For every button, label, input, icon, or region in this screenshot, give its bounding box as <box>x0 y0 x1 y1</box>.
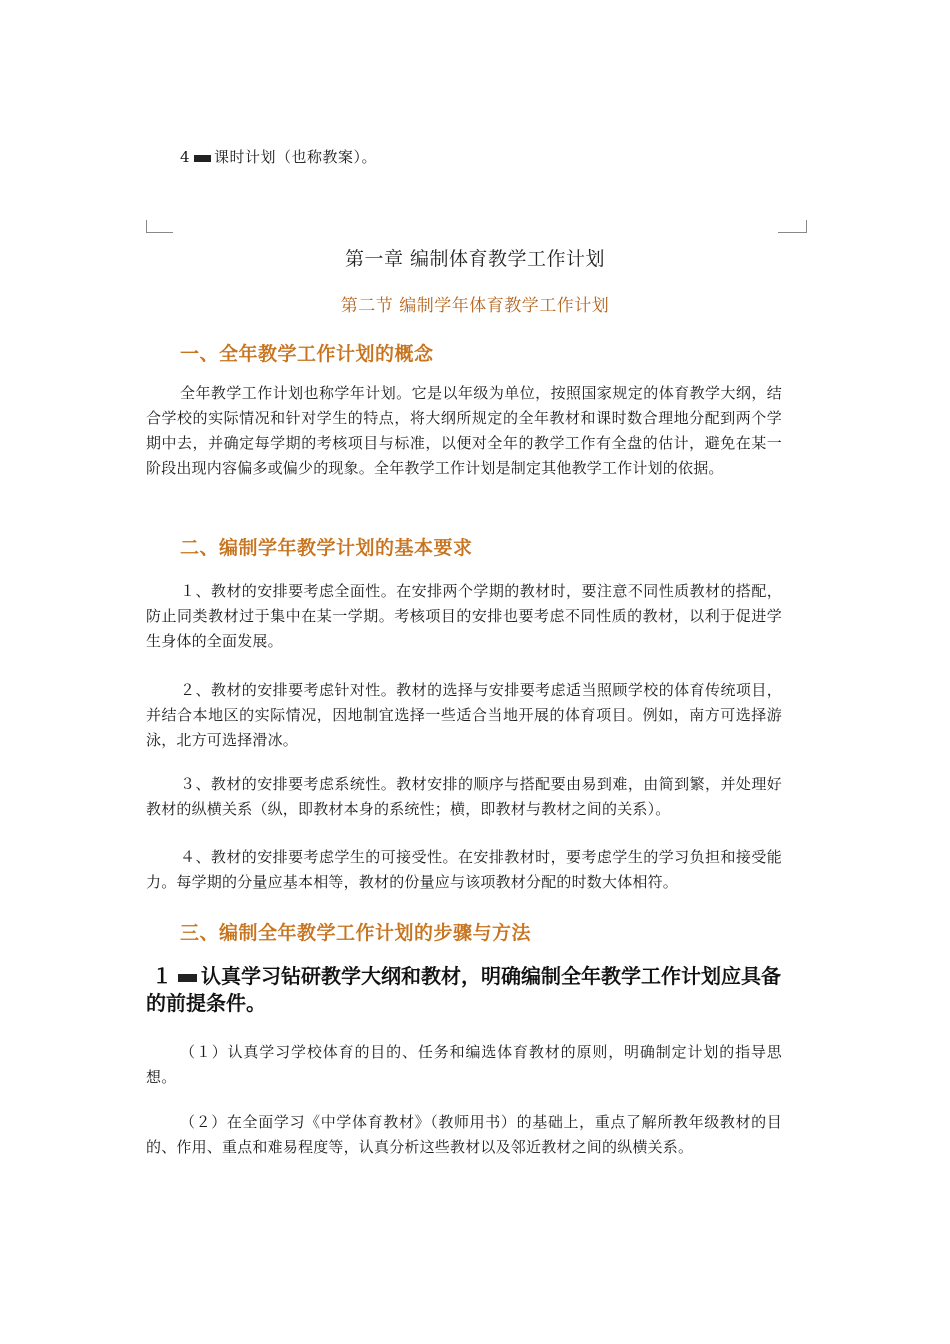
requirement-paragraph: ２、教材的安排要考虑针对性。教材的选择与安排要考虑适当照顾学校的体育传统项目，并结合本地区的实际情况，因地制宜选择一些适合当地开展的体育项目。例如，南方可选择游泳，北方可选择滑冰。 <box>146 681 782 749</box>
step-number: １ <box>152 964 172 988</box>
requirement-paragraph: ３、教材的安排要考虑系统性。教材安排的顺序与搭配要由易到难，由简到繁，并处理好教材的纵横关系（纵，即教材本身的系统性；横，即教材与教材之间的关系）。 <box>146 775 782 818</box>
heading-requirements: 二、编制学年教学计划的基本要求 <box>180 537 473 559</box>
step-item-paragraph: （２）在全面学习《中学体育教材》（教师用书）的基础上，重点了解所教年级教材的目的、作用、重点和难易程度等，认真分析这些教材以及邻近教材之间的纵横关系。 <box>146 1113 782 1156</box>
page-corner-mark-right <box>778 220 807 233</box>
item-text: 课时计划（也称教案）。 <box>214 148 378 166</box>
chapter-title: 第一章 编制体育教学工作计划 <box>344 248 606 270</box>
item-number: 4 <box>180 148 191 166</box>
separator-icon <box>178 974 197 982</box>
requirement-paragraph: ４、教材的安排要考虑学生的可接受性。在安排教材时，要考虑学生的学习负担和接受能力。每学期的分量应基本相等，教材的份量应与该项教材分配的时数大体相符。 <box>146 848 782 891</box>
page-corner-mark-left <box>146 220 173 233</box>
section-title: 第二节 编制学年体育教学工作计划 <box>340 296 610 316</box>
requirement-paragraph: １、教材的安排要考虑全面性。在安排两个学期的教材时，要注意不同性质教材的搭配，防止同类教材过于集中在某一学期。考核项目的安排也要考虑不同性质的教材，以利于促进学生身体的全面发展。 <box>146 582 782 650</box>
step-heading <box>146 963 796 1017</box>
lesson-plan-line <box>180 146 377 167</box>
step-item-paragraph: （１）认真学习学校体育的目的、任务和编选体育教材的原则，明确制定计划的指导思想。 <box>146 1043 782 1086</box>
step-text: 认真学习钻研教学大纲和教材，明确编制全年教学工作计划应具备的前提条件。 <box>146 964 781 1015</box>
separator-icon <box>194 155 211 162</box>
heading-concept: 一、全年教学工作计划的概念 <box>180 343 434 365</box>
concept-paragraph: 全年教学工作计划也称学年计划。它是以年级为单位，按照国家规定的体育教学大纲，结合学校的实际情况和针对学生的特点，将大纲所规定的全年教材和课时数合理地分配到两个学期中去，并确定每学期的考核项目与标准，以便对全年的教学工作有全盘的估计，避免在某一阶段出现内容偏多或偏少的现象。全年教学工作计划是制定其他教学工作计划的依据。 <box>146 384 782 477</box>
heading-steps: 三、编制全年教学工作计划的步骤与方法 <box>180 922 532 944</box>
